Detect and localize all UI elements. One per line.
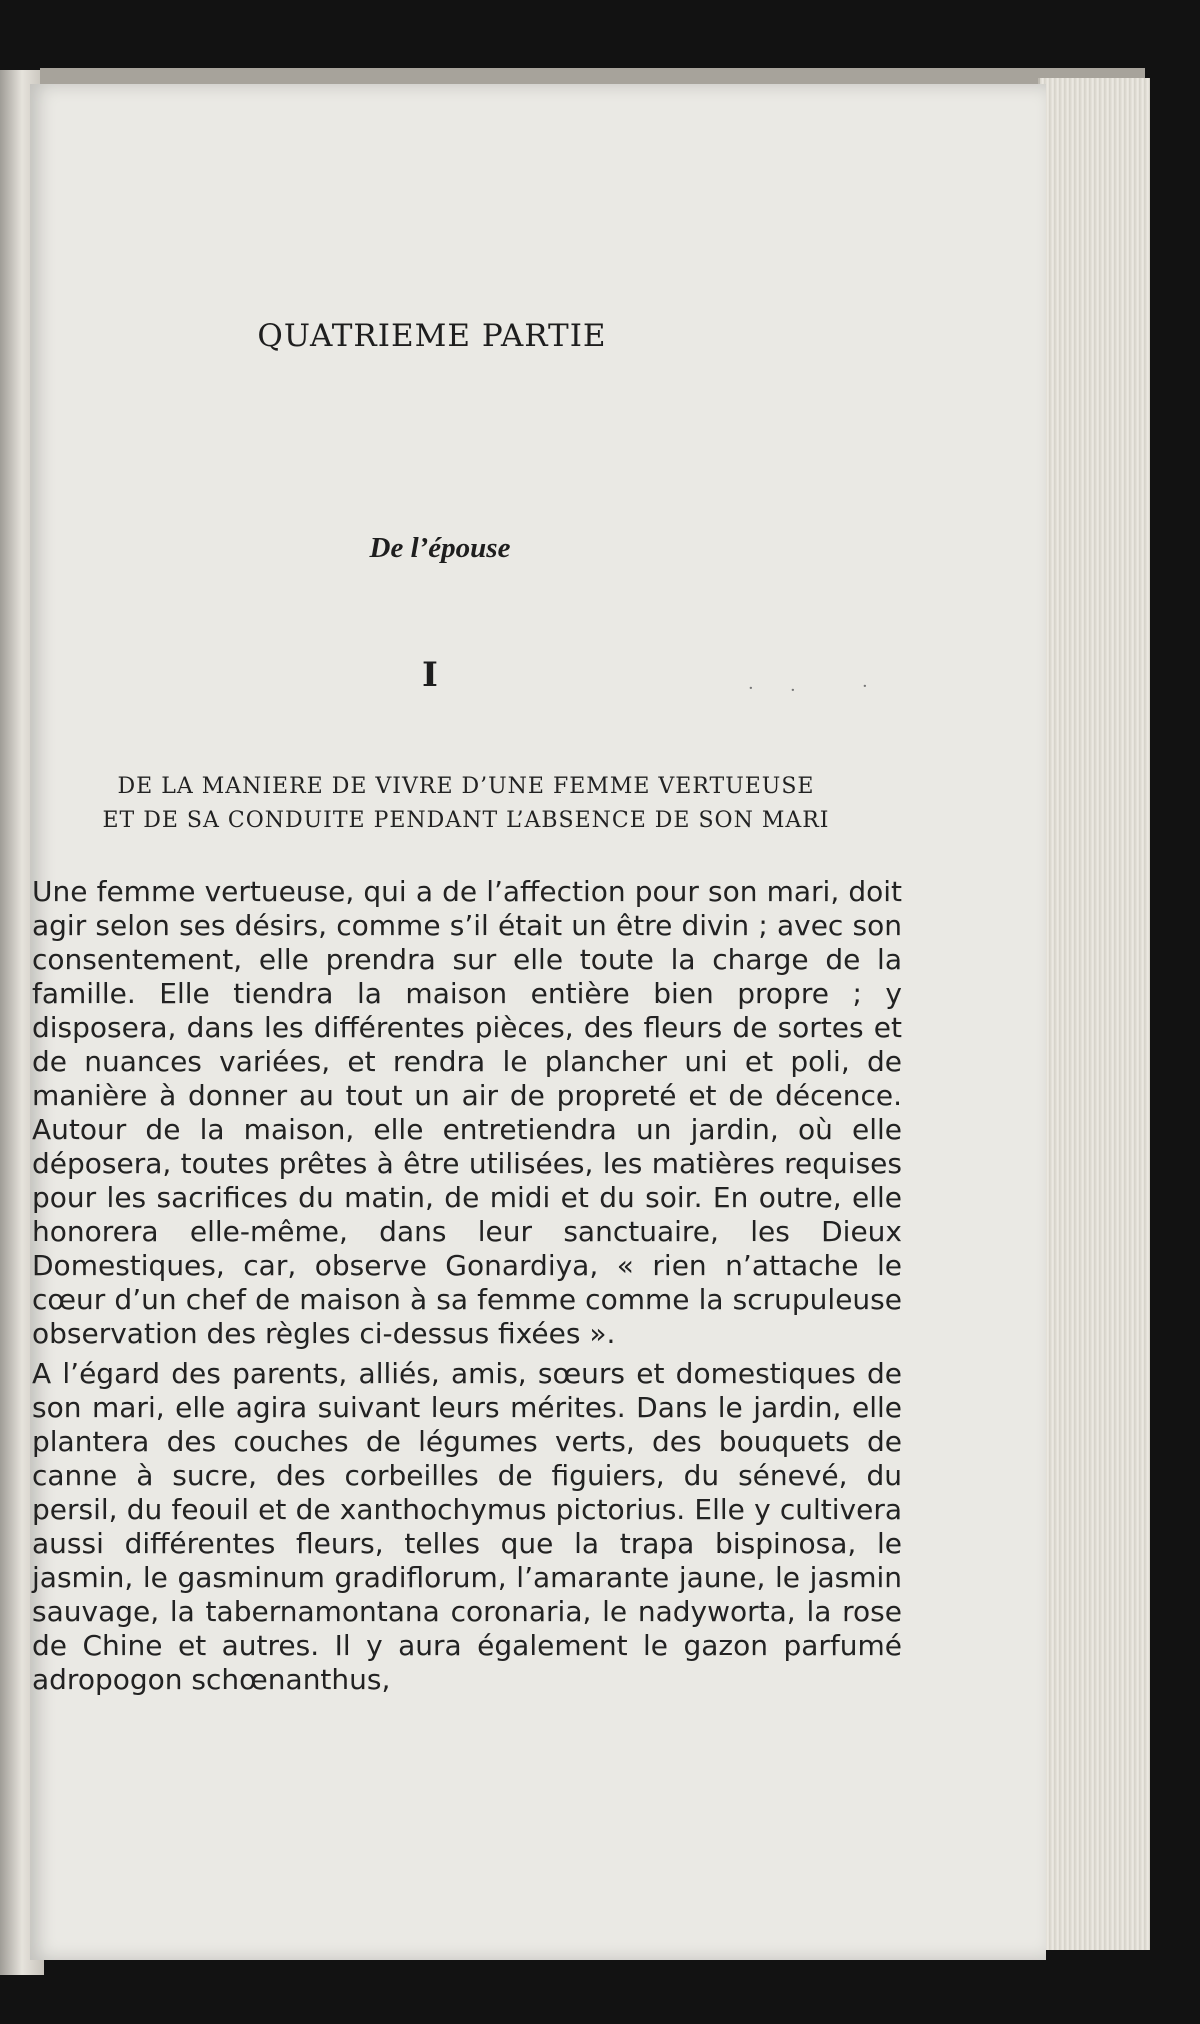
chapter-title-line: ET DE SA CONDUITE PENDANT L’ABSENCE DE SON MARI	[102, 808, 830, 833]
paragraph: A l’égard des parents, alliés, amis, sœurs et domestiques de son mari, elle agira suivant leurs mérites. Dans le jardin, elle plantera des couches de légumes verts, des bouquets de canne à sucre, des corbeilles de figuiers, du sénevé, du persil, du feouil et de xanthochymus pictorius. Elle y cultivera aussi différentes fleurs, telles que la trapa bispinosa, le jasmin, le gasminum gradiflorum, l’amarante jaune, le jasmin sauvage, la tabernamontana coronaria, le nadyworta, la rose de Chine et autres. Il y aura également le gazon parfumé adropogon schœnanthus,	[32, 1357, 902, 1696]
ink-speck: ·	[748, 678, 754, 699]
ink-speck: ·	[790, 680, 796, 701]
chapter-number: I	[422, 655, 438, 695]
section-subtitle: De l’épouse	[369, 532, 511, 564]
part-title: QUATRIEME PARTIE	[257, 318, 607, 354]
book-cover-edge	[40, 68, 1145, 84]
paragraph: Une femme vertueuse, qui a de l’affection pour son mari, doit agir selon ses désirs, comme s’il était un être divin ; avec son consentement, elle prendra sur elle toute la charge de la famille. Elle tiendra la maison entière bien propre ; y disposera, dans les différentes pièces, des fleurs de sortes et de nuances variées, et rendra le plancher uni et poli, de manière à donner au tout un air de propreté et de décence. Autour de la maison, elle entretiendra un jardin, où elle déposera, toutes prêtes à être utilisées, les matières requises pour les sacrifices du matin, de midi et du soir. En outre, elle honorera elle-même, dans leur sanctuaire, les Dieux Domestiques, car, observe Gonardiya, « rien n’attache le cœur d’un chef de maison à sa femme comme la scrupuleuse observation des règles ci-dessus fixées ».	[32, 875, 902, 1350]
body-text	[32, 875, 902, 1703]
page-stack-edge	[1038, 78, 1150, 1950]
chapter-title-line: DE LA MANIERE DE VIVRE D’UNE FEMME VERTUEUSE	[117, 774, 815, 799]
ink-speck: ·	[862, 676, 868, 697]
chapter-title	[36, 770, 896, 838]
